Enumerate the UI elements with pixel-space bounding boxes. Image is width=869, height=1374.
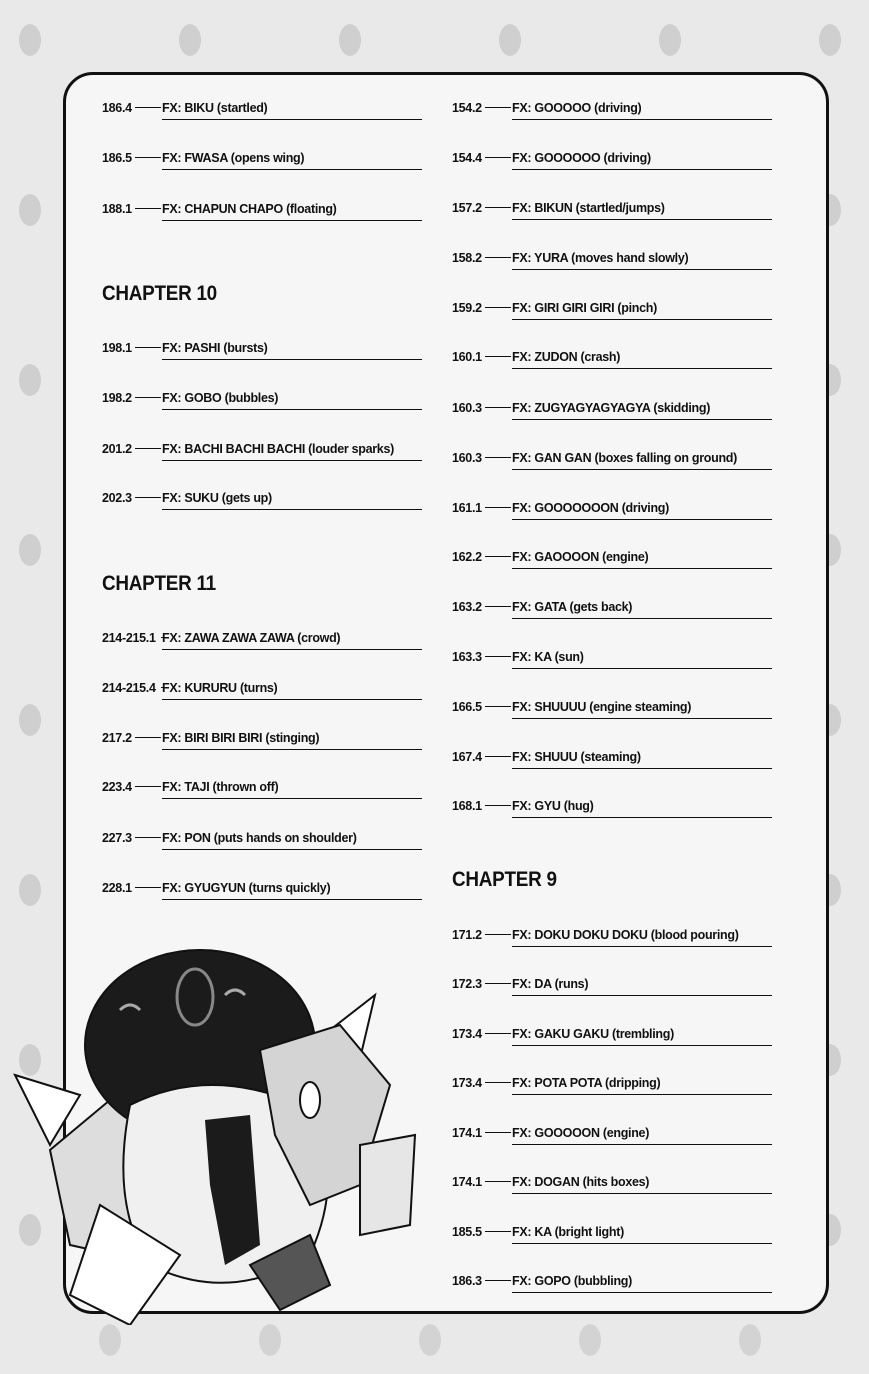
sound-effect-translation: FX: GOOOOOOON (driving) [512, 501, 669, 515]
sound-effect-translation: FX: GAOOOON (engine) [512, 550, 649, 564]
underline-rule [162, 359, 422, 361]
glossary-entry [452, 745, 772, 769]
underline-rule [162, 409, 422, 411]
underline-rule [512, 419, 772, 421]
page-reference: 173.4 [452, 1027, 482, 1041]
sound-effect-translation: FX: POTA POTA (dripping) [512, 1076, 661, 1090]
underline-rule [512, 768, 772, 770]
page-reference: 173.4 [452, 1076, 482, 1090]
page-reference: 166.5 [452, 700, 482, 714]
glossary-entry [452, 595, 772, 619]
page-reference: 159.2 [452, 301, 482, 315]
underline-rule [512, 568, 772, 570]
page-reference: 202.3 [102, 491, 132, 505]
page-reference: 163.3 [452, 650, 482, 664]
page-reference: 161.1 [452, 501, 482, 515]
underline-rule [512, 1094, 772, 1096]
sound-effect-translation: FX: KURURU (turns) [162, 681, 278, 695]
page-reference: 227.3 [102, 831, 132, 845]
page-reference: 160.3 [452, 451, 482, 465]
page-reference: 160.1 [452, 350, 482, 364]
sound-effect-translation: FX: GYUGYUN (turns quickly) [162, 881, 331, 895]
page-reference: 186.4 [102, 101, 132, 115]
underline-rule [162, 220, 422, 222]
page-reference: 198.1 [102, 341, 132, 355]
penguin-mascot-illustration [10, 935, 430, 1325]
page-reference: 228.1 [102, 881, 132, 895]
leader-dash [135, 786, 161, 787]
page-reference: 186.3 [452, 1274, 482, 1288]
underline-rule [512, 319, 772, 321]
page-reference: 174.1 [452, 1175, 482, 1189]
leader-dash [485, 356, 511, 357]
underline-rule [512, 718, 772, 720]
glossary-entry [452, 446, 772, 470]
page-reference: 186.5 [102, 151, 132, 165]
underline-rule [512, 119, 772, 121]
glossary-entry [102, 775, 422, 799]
sound-effect-translation: FX: BACHI BACHI BACHI (louder sparks) [162, 442, 394, 456]
underline-rule [162, 849, 422, 851]
glossary-entry [452, 345, 772, 369]
glossary-entry [452, 1269, 772, 1293]
glossary-entry [452, 496, 772, 520]
glossary-entry [102, 386, 422, 410]
page-reference: 214-215.4 [102, 681, 156, 695]
leader-dash [485, 934, 511, 935]
glossary-entry [452, 296, 772, 320]
underline-rule [162, 899, 422, 901]
glossary-entry [452, 246, 772, 270]
glossary-entry [102, 437, 422, 461]
glossary-entry [102, 486, 422, 510]
glossary-entry [452, 923, 772, 947]
leader-dash [135, 157, 161, 158]
leader-dash [485, 1132, 511, 1133]
glossary-entry [102, 96, 422, 120]
glossary-entry [452, 972, 772, 996]
leader-dash [135, 347, 161, 348]
glossary-entry [452, 1022, 772, 1046]
underline-rule [512, 618, 772, 620]
leader-dash [485, 207, 511, 208]
leader-dash [485, 1082, 511, 1083]
underline-rule [512, 469, 772, 471]
sound-effect-translation: FX: GOPO (bubbling) [512, 1274, 632, 1288]
leader-dash [485, 457, 511, 458]
glossary-entry [102, 146, 422, 170]
underline-rule [162, 509, 422, 511]
sound-effect-translation: FX: BIKU (startled) [162, 101, 268, 115]
chapter-heading: CHAPTER 9 [452, 868, 557, 891]
sound-effect-translation: FX: SHUUU (steaming) [512, 750, 641, 764]
underline-rule [512, 668, 772, 670]
leader-dash [135, 837, 161, 838]
sound-effect-translation: FX: PON (puts hands on shoulder) [162, 831, 357, 845]
underline-rule [512, 817, 772, 819]
page-reference: 223.4 [102, 780, 132, 794]
glossary-entry [102, 197, 422, 221]
leader-dash [135, 887, 161, 888]
page-reference: 201.2 [102, 442, 132, 456]
underline-rule [512, 219, 772, 221]
underline-rule [162, 119, 422, 121]
sound-effect-translation: FX: KA (bright light) [512, 1225, 624, 1239]
glossary-entry [102, 626, 422, 650]
glossary-entry [452, 1220, 772, 1244]
sound-effect-translation: FX: DOKU DOKU DOKU (blood pouring) [512, 928, 739, 942]
leader-dash [135, 497, 161, 498]
underline-rule [512, 995, 772, 997]
chapter-heading: CHAPTER 11 [102, 572, 216, 595]
sound-effect-translation: FX: GATA (gets back) [512, 600, 633, 614]
underline-rule [512, 1292, 772, 1294]
leader-dash [485, 1181, 511, 1182]
sound-effect-translation: FX: GYU (hug) [512, 799, 594, 813]
leader-dash [485, 606, 511, 607]
leader-dash [485, 407, 511, 408]
glossary-entry [452, 1071, 772, 1095]
leader-dash [135, 448, 161, 449]
page-reference: 214-215.1 [102, 631, 156, 645]
underline-rule [512, 519, 772, 521]
sound-effect-translation: FX: ZUDON (crash) [512, 350, 621, 364]
glossary-entry [102, 726, 422, 750]
page-reference: 158.2 [452, 251, 482, 265]
leader-dash [485, 556, 511, 557]
sound-effect-translation: FX: BIRI BIRI BIRI (stinging) [162, 731, 320, 745]
glossary-entry [452, 146, 772, 170]
leader-dash [485, 1033, 511, 1034]
underline-rule [162, 699, 422, 701]
leader-dash [485, 1231, 511, 1232]
sound-effect-translation: FX: CHAPUN CHAPO (floating) [162, 202, 337, 216]
underline-rule [512, 169, 772, 171]
underline-rule [162, 169, 422, 171]
page-reference: 217.2 [102, 731, 132, 745]
leader-dash [485, 507, 511, 508]
underline-rule [512, 368, 772, 370]
leader-dash [485, 656, 511, 657]
underline-rule [512, 269, 772, 271]
underline-rule [512, 1144, 772, 1146]
glossary-entry [102, 876, 422, 900]
sound-effect-translation: FX: BIKUN (startled/jumps) [512, 201, 665, 215]
page-reference: 185.5 [452, 1225, 482, 1239]
sound-effect-translation: FX: YURA (moves hand slowly) [512, 251, 689, 265]
sound-effect-translation: FX: GAN GAN (boxes falling on ground) [512, 451, 737, 465]
leader-dash [485, 257, 511, 258]
glossary-entry [452, 196, 772, 220]
sound-effect-translation: FX: DOGAN (hits boxes) [512, 1175, 650, 1189]
page-reference: 154.4 [452, 151, 482, 165]
sound-effect-translation: FX: SUKU (gets up) [162, 491, 272, 505]
leader-dash [485, 157, 511, 158]
page-reference: 162.2 [452, 550, 482, 564]
page-reference: 157.2 [452, 201, 482, 215]
sound-effect-translation: FX: ZUGYAGYAGYAGYA (skidding) [512, 401, 711, 415]
leader-dash [485, 756, 511, 757]
leader-dash [485, 1280, 511, 1281]
sound-effect-translation: FX: GOBO (bubbles) [162, 391, 279, 405]
glossary-entry [452, 96, 772, 120]
glossary-entry [452, 645, 772, 669]
sound-effect-translation: FX: ZAWA ZAWA ZAWA (crowd) [162, 631, 341, 645]
sound-effect-translation: FX: GOOOOON (engine) [512, 1126, 650, 1140]
chapter-heading: CHAPTER 10 [102, 282, 217, 305]
page-reference: 160.3 [452, 401, 482, 415]
underline-rule [512, 1045, 772, 1047]
underline-rule [512, 1243, 772, 1245]
underline-rule [162, 460, 422, 462]
glossary-entry [452, 1121, 772, 1145]
glossary-entry [452, 1170, 772, 1194]
leader-dash [485, 307, 511, 308]
page-reference: 188.1 [102, 202, 132, 216]
glossary-entry [452, 396, 772, 420]
page-reference: 198.2 [102, 391, 132, 405]
sound-effect-translation: FX: FWASA (opens wing) [162, 151, 305, 165]
page-reference: 168.1 [452, 799, 482, 813]
sound-effect-translation: FX: SHUUUU (engine steaming) [512, 700, 692, 714]
leader-dash [135, 208, 161, 209]
underline-rule [162, 749, 422, 751]
glossary-entry [452, 794, 772, 818]
leader-dash [485, 706, 511, 707]
sound-effect-translation: FX: GOOOOO (driving) [512, 101, 642, 115]
underline-rule [162, 798, 422, 800]
sound-effect-translation: FX: KA (sun) [512, 650, 584, 664]
sound-effect-translation: FX: GOOOOOO (driving) [512, 151, 651, 165]
underline-rule [162, 649, 422, 651]
sound-effect-translation: FX: GAKU GAKU (trembling) [512, 1027, 674, 1041]
leader-dash [135, 737, 161, 738]
underline-rule [512, 946, 772, 948]
leader-dash [135, 397, 161, 398]
glossary-entry [102, 336, 422, 360]
page-reference: 154.2 [452, 101, 482, 115]
page-reference: 163.2 [452, 600, 482, 614]
page-reference: 172.3 [452, 977, 482, 991]
page-reference: 171.2 [452, 928, 482, 942]
sound-effect-translation: FX: TAJI (thrown off) [162, 780, 279, 794]
leader-dash [485, 983, 511, 984]
underline-rule [512, 1193, 772, 1195]
sound-effect-translation: FX: PASHI (bursts) [162, 341, 268, 355]
leader-dash [485, 805, 511, 806]
glossary-entry [452, 545, 772, 569]
page-reference: 167.4 [452, 750, 482, 764]
sound-effect-translation: FX: GIRI GIRI GIRI (pinch) [512, 301, 657, 315]
page-reference: 174.1 [452, 1126, 482, 1140]
glossary-entry [452, 695, 772, 719]
glossary-entry [102, 826, 422, 850]
leader-dash [135, 107, 161, 108]
sound-effect-translation: FX: DA (runs) [512, 977, 589, 991]
leader-dash [485, 107, 511, 108]
glossary-entry [102, 676, 422, 700]
